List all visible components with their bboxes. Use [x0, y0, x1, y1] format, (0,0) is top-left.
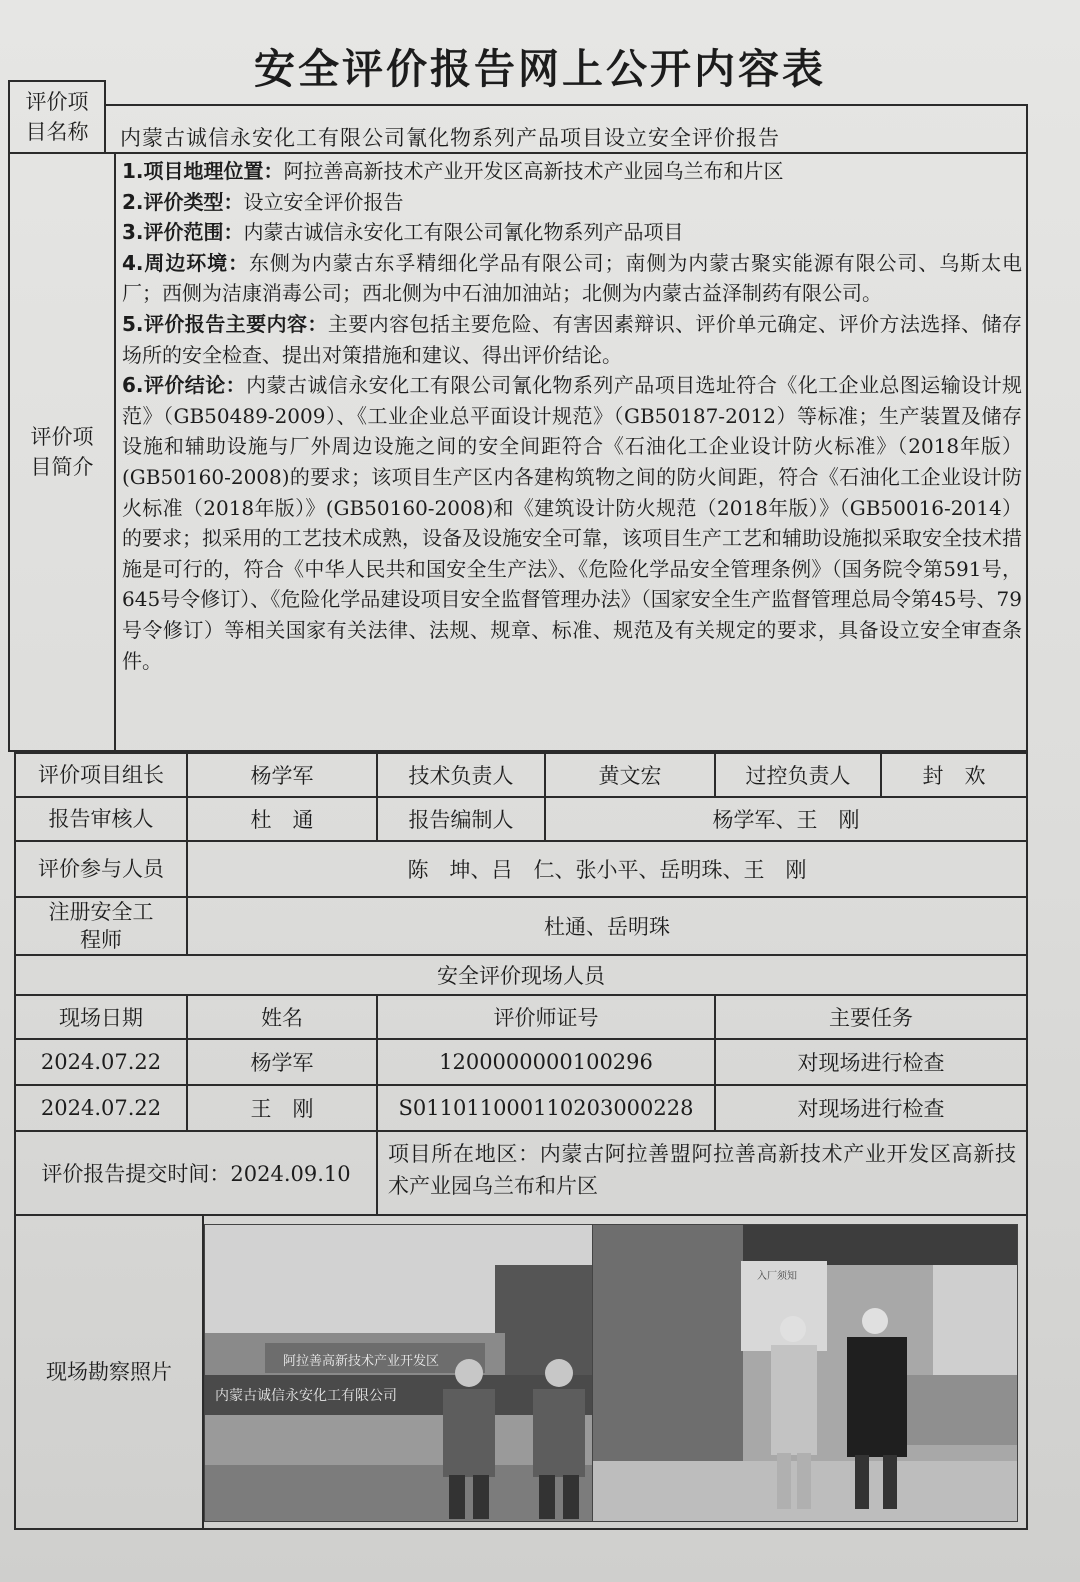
- tech-lead-value: 黄文宏: [544, 752, 716, 798]
- site-photo-left: [204, 1224, 594, 1522]
- reviewer-label: 报告审核人: [14, 796, 188, 842]
- summary-text: 东侧为内蒙古东孚精细化学品有限公司；南侧为内蒙古聚实能源有限公司、乌斯太电厂；西侧为洁康消毒公司；西北侧为中石油加油站；北侧为内蒙古益泽制药有限公司。: [122, 250, 1023, 306]
- site-staff-header-date: 现场日期: [14, 994, 188, 1040]
- summary-heading: 3.评价范围：: [122, 220, 244, 245]
- summary-text: 主要内容包括主要危险、有害因素辩识、评价单元确定、评价方法选择、储存场所的安全检查、提出对策措施和建议、得出评价结论。: [122, 311, 1022, 367]
- site-staff-row1-date: 2024.07.22: [14, 1038, 188, 1086]
- engineer-label: 注册安全工程师: [48, 900, 154, 952]
- summary-label: 评价项目简介: [30, 425, 94, 479]
- project-location: 项目所在地区：内蒙古阿拉善盟阿拉善高新技术产业开发区高新技术产业园乌兰布和片区: [388, 1142, 1016, 1198]
- process-lead-value: 封 欢: [880, 752, 1028, 798]
- site-staff-row1-task: 对现场进行检查: [714, 1038, 1028, 1086]
- summary-item-location: [122, 156, 1022, 187]
- reviewer-value: 杜 通: [186, 796, 378, 842]
- compiler-value: 杨学军、王 刚: [544, 796, 1028, 842]
- summary-heading: 6.评价结论：: [122, 373, 247, 398]
- summary-text: 设立安全评价报告: [243, 189, 404, 214]
- summary-text: 内蒙古诚信永安化工有限公司氰化物系列产品项目选址符合《化工企业总图运输设计规范》（GB50489-2009）、《工业企业总平面设计规范》（GB50187-2012）等标准；生产装置及储存设施和辅助设施与厂外周边设施之间的安全间距符合《石油化工企业设计防火标准》（2018年版）(GB50160-2008)的要求；该项目生产区内各建构筑物之间的防火间距，符合《石油化工企业设计防火标准（2018年版）》(GB50160-2008)和《建筑设计防火规范（2018年版）》（GB50016-2014）的要求；拟采用的工艺技术成熟，设备及设施安全可靠，该项目生产工艺和辅助设施拟采取安全技术措施是可行的，符合《中华人民共和国安全生产法》、《危险化学品安全管理条例》（国务院令第591号，645号令修订）、《危险化学品建设项目安全监督管理办法》（国家安全生产监督管理总局令第45号、79号令修订）等相关国家有关法律、法规、规章、标准、规范及有关规定的要求，具备设立安全审查条件。: [122, 373, 1022, 673]
- site-staff-row1-cert: 1200000000100296: [376, 1038, 716, 1086]
- site-staff-title: 安全评价现场人员: [14, 954, 1028, 996]
- site-staff-header-task: 主要任务: [714, 994, 1028, 1040]
- summary-item-main-content: [122, 309, 1022, 370]
- engineer-label-cell: [14, 896, 188, 956]
- summary-item-scope: [122, 217, 1022, 248]
- tech-lead-label: 技术负责人: [376, 752, 546, 798]
- project-name-value: 内蒙古诚信永安化工有限公司氰化物系列产品项目设立安全评价报告: [120, 126, 780, 150]
- site-staff-row2-task: 对现场进行检查: [714, 1084, 1028, 1132]
- site-staff-row2-cert: S011011000110203000228: [376, 1084, 716, 1132]
- project-location-cell: [376, 1130, 1028, 1216]
- project-name-label: 评价项目名称: [25, 90, 89, 144]
- document-title: 安全评价报告网上公开内容表: [254, 45, 826, 93]
- submission-time: 评价报告提交时间：2024.09.10: [14, 1130, 378, 1216]
- site-staff-header-cert: 评价师证号: [376, 994, 716, 1040]
- site-photo-right-image: [593, 1225, 1017, 1521]
- site-staff-row2-date: 2024.07.22: [14, 1084, 188, 1132]
- summary-item-type: [122, 187, 1022, 218]
- site-staff-header-name: 姓名: [186, 994, 378, 1040]
- engineers-value: 杜通、岳明珠: [186, 896, 1028, 956]
- summary-text: 阿拉善高新技术产业开发区高新技术产业园乌兰布和片区: [283, 159, 784, 183]
- participants-value: 陈 坤、吕 仁、张小平、岳明珠、王 刚: [186, 840, 1028, 898]
- summary-label-cell: [8, 152, 116, 752]
- leader-value: 杨学军: [186, 752, 378, 798]
- summary-text: 内蒙古诚信永安化工有限公司氰化物系列产品项目: [243, 220, 684, 245]
- site-photo-right: [592, 1224, 1018, 1522]
- participants-label: 评价参与人员: [14, 840, 188, 898]
- leader-label: 评价项目组长: [14, 752, 188, 798]
- summary-heading: 1.项目地理位置：: [122, 159, 284, 183]
- compiler-label: 报告编制人: [376, 796, 546, 842]
- site-photo-left-image: [205, 1225, 593, 1521]
- summary-heading: 5.评价报告主要内容：: [122, 311, 328, 336]
- site-photo-left-sign: 内蒙古诚信永安化工有限公司: [215, 1388, 397, 1404]
- summary-item-conclusion: [122, 370, 1022, 676]
- photos-label: 现场勘察照片: [14, 1214, 204, 1530]
- process-lead-label: 过控负责人: [714, 752, 882, 798]
- summary-item-surroundings: [122, 248, 1022, 309]
- summary-heading: 4.周边环境：: [122, 250, 250, 275]
- summary-heading: 2.评价类型：: [122, 189, 244, 214]
- summary-content: [122, 156, 1022, 676]
- site-photo-right-board: 入厂须知: [757, 1271, 797, 1282]
- project-name-label-cell: [8, 80, 106, 154]
- site-photo-left-gate-text: 阿拉善高新技术产业开发区: [283, 1354, 440, 1369]
- site-staff-row2-name: 王 刚: [186, 1084, 378, 1132]
- site-staff-row1-name: 杨学军: [186, 1038, 378, 1086]
